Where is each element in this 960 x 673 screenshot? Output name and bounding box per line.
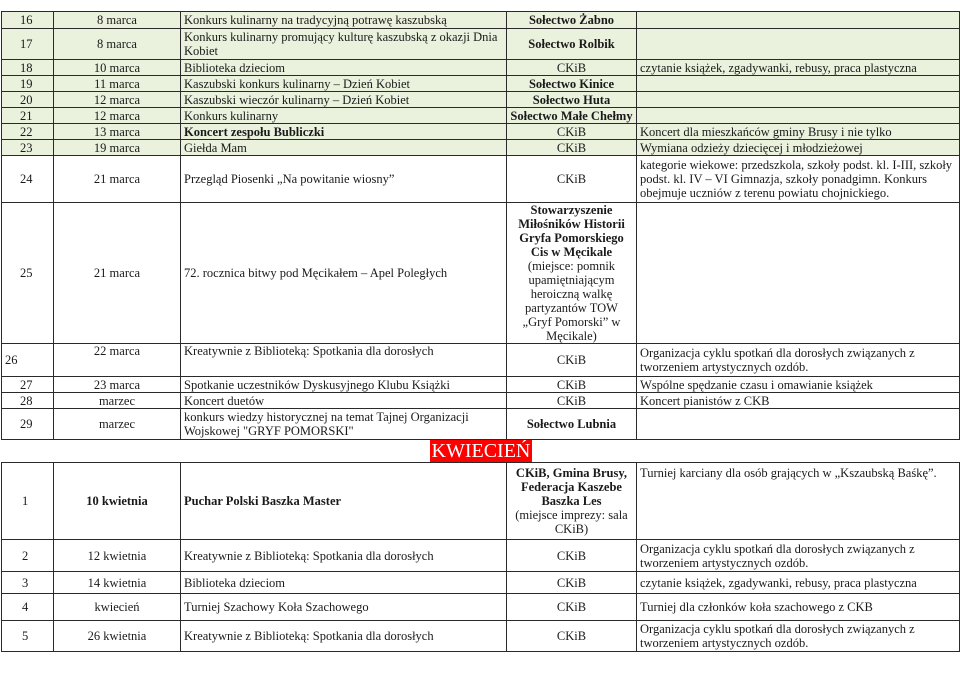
event-date: 12 kwietnia bbox=[54, 540, 181, 572]
event-description: Organizacja cyklu spotkań dla dorosłych związanych z tworzeniem artystycznych ozdób. bbox=[637, 621, 960, 652]
row-number: 17 bbox=[2, 29, 54, 60]
event-organizer: CKiB bbox=[507, 572, 637, 594]
event-date: 21 marca bbox=[54, 156, 181, 203]
event-name: Przegląd Piosenki „Na powitanie wiosny” bbox=[181, 156, 507, 203]
row-number: 16 bbox=[2, 12, 54, 29]
event-organizer: Sołectwo Małe Chełmy bbox=[507, 108, 637, 124]
event-date: 26 kwietnia bbox=[54, 621, 181, 652]
row-number: 3 bbox=[2, 572, 54, 594]
table-row bbox=[2, 344, 960, 377]
event-date: 8 marca bbox=[54, 12, 181, 29]
table-row bbox=[2, 572, 960, 594]
event-date: kwiecień bbox=[54, 594, 181, 621]
row-number: 1 bbox=[2, 463, 54, 540]
event-description bbox=[637, 409, 960, 440]
event-organizer: CKiB bbox=[507, 393, 637, 409]
event-description: czytanie książek, zgadywanki, rebusy, praca plastyczna bbox=[637, 60, 960, 76]
event-description: czytanie książek, zgadywanki, rebusy, praca plastyczna bbox=[637, 572, 960, 594]
table-row bbox=[2, 393, 960, 409]
venue-note: (miejsce imprezy: sala CKiB) bbox=[515, 508, 628, 536]
event-description: Organizacja cyklu spotkań dla dorosłych związanych z tworzeniem artystycznych ozdób. bbox=[637, 540, 960, 572]
event-description bbox=[637, 29, 960, 60]
month-header-row bbox=[2, 440, 960, 463]
event-description: Koncert pianistów z CKB bbox=[637, 393, 960, 409]
venue-note: (miejsce: pomnik upamiętniającym heroiczną walkę partyzantów TOW „Gryf Pomorski” w Męcikale) bbox=[522, 259, 621, 343]
event-organizer: CKiB bbox=[507, 594, 637, 621]
row-number: 19 bbox=[2, 76, 54, 92]
event-name: Kaszubski wieczór kulinarny – Dzień Kobiet bbox=[181, 92, 507, 108]
table-row bbox=[2, 409, 960, 440]
row-number: 22 bbox=[2, 124, 54, 140]
event-date: 21 marca bbox=[54, 203, 181, 344]
event-organizer: CKiB bbox=[507, 60, 637, 76]
event-organizer: Sołectwo Lubnia bbox=[507, 409, 637, 440]
event-description: Koncert dla mieszkańców gminy Brusy i nie tylko bbox=[637, 124, 960, 140]
event-name: Biblioteka dzieciom bbox=[181, 572, 507, 594]
event-organizer: CKiB bbox=[507, 621, 637, 652]
table-row bbox=[2, 108, 960, 124]
event-date: 19 marca bbox=[54, 140, 181, 156]
event-name: Koncert zespołu Bubliczki bbox=[181, 124, 507, 140]
row-number: 25 bbox=[2, 203, 54, 344]
table-row bbox=[2, 463, 960, 540]
event-description: Wymiana odzieży dziecięcej i młodzieżowej bbox=[637, 140, 960, 156]
row-number: 27 bbox=[2, 377, 54, 393]
table-row bbox=[2, 621, 960, 652]
event-organizer: CKiB bbox=[507, 377, 637, 393]
event-name: Spotkanie uczestników Dyskusyjnego Klubu Książki bbox=[181, 377, 507, 393]
event-date: 12 marca bbox=[54, 108, 181, 124]
event-date: 23 marca bbox=[54, 377, 181, 393]
event-organizer: Sołectwo Rolbik bbox=[507, 29, 637, 60]
table-row bbox=[2, 377, 960, 393]
table-row bbox=[2, 60, 960, 76]
event-name: Turniej Szachowy Koła Szachowego bbox=[181, 594, 507, 621]
row-number: 23 bbox=[2, 140, 54, 156]
row-number: 29 bbox=[2, 409, 54, 440]
event-name: Puchar Polski Baszka Master bbox=[181, 463, 507, 540]
event-organizer: Sołectwo Kinice bbox=[507, 76, 637, 92]
table-row bbox=[2, 29, 960, 60]
event-name: Kaszubski konkurs kulinarny – Dzień Kobiet bbox=[181, 76, 507, 92]
event-name: Biblioteka dzieciom bbox=[181, 60, 507, 76]
event-organizer: CKiB bbox=[507, 140, 637, 156]
event-name: Konkurs kulinarny bbox=[181, 108, 507, 124]
table-row bbox=[2, 92, 960, 108]
event-date: 22 marca bbox=[54, 344, 181, 377]
organizer-name: CKiB, Gmina Brusy, Federacja Kaszebe Baszka Les bbox=[515, 466, 628, 508]
event-description bbox=[637, 203, 960, 344]
event-description: Turniej dla członków koła szachowego z CKB bbox=[637, 594, 960, 621]
event-name: Giełda Mam bbox=[181, 140, 507, 156]
event-organizer: CKiB bbox=[507, 540, 637, 572]
event-date: marzec bbox=[54, 409, 181, 440]
event-name: Kreatywnie z Biblioteką: Spotkania dla dorosłych bbox=[181, 540, 507, 572]
event-description: kategorie wiekowe: przedszkola, szkoły podst. kl. I-III, szkoły podst. kl. IV – VI Gimnazja, szkoły ponadgimn. Konkurs obejmuje uczniów z terenu powiatu chojnickiego. bbox=[637, 156, 960, 203]
table-row bbox=[2, 76, 960, 92]
event-description bbox=[637, 12, 960, 29]
organizer-name: Stowarzyszenie Miłośników Historii Gryfa Pomorskiego Cis w Męcikale bbox=[518, 203, 625, 259]
row-number: 24 bbox=[2, 156, 54, 203]
events-table bbox=[1, 11, 960, 652]
event-name: Konkurs kulinarny promujący kulturę kaszubską z okazji Dnia Kobiet bbox=[181, 29, 507, 60]
table-row bbox=[2, 140, 960, 156]
event-date: 12 marca bbox=[54, 92, 181, 108]
event-organizer bbox=[507, 463, 637, 540]
event-organizer: CKiB bbox=[507, 344, 637, 377]
event-date: 10 kwietnia bbox=[54, 463, 181, 540]
event-organizer: CKiB bbox=[507, 124, 637, 140]
event-description: Wspólne spędzanie czasu i omawianie książek bbox=[637, 377, 960, 393]
row-number: 4 bbox=[2, 594, 54, 621]
table-row bbox=[2, 124, 960, 140]
event-description bbox=[637, 76, 960, 92]
event-date: 13 marca bbox=[54, 124, 181, 140]
event-organizer: Sołectwo Huta bbox=[507, 92, 637, 108]
event-name: Koncert duetów bbox=[181, 393, 507, 409]
row-number: 21 bbox=[2, 108, 54, 124]
event-organizer bbox=[507, 203, 637, 344]
event-name: Konkurs kulinarny na tradycyjną potrawę kaszubską bbox=[181, 12, 507, 29]
event-date: 10 marca bbox=[54, 60, 181, 76]
event-date: 11 marca bbox=[54, 76, 181, 92]
event-name: Kreatywnie z Biblioteką: Spotkania dla dorosłych bbox=[181, 621, 507, 652]
table-row bbox=[2, 540, 960, 572]
row-number: 5 bbox=[2, 621, 54, 652]
event-date: 14 kwietnia bbox=[54, 572, 181, 594]
event-description: Turniej karciany dla osób grających w „Kszaubską Baśkę”. bbox=[637, 463, 960, 540]
event-name: 72. rocznica bitwy pod Męcikałem – Apel Poległych bbox=[181, 203, 507, 344]
event-description bbox=[637, 108, 960, 124]
event-description: Organizacja cyklu spotkań dla dorosłych związanych z tworzeniem artystycznych ozdób. bbox=[637, 344, 960, 377]
table-row bbox=[2, 156, 960, 203]
table-row bbox=[2, 12, 960, 29]
table-row bbox=[2, 594, 960, 621]
event-description bbox=[637, 92, 960, 108]
row-number: 18 bbox=[2, 60, 54, 76]
event-organizer: CKiB bbox=[507, 156, 637, 203]
row-number: 20 bbox=[2, 92, 54, 108]
row-number: 26 bbox=[2, 344, 54, 377]
event-name: konkurs wiedzy historycznej na temat Tajnej Organizacji Wojskowej "GRYF POMORSKI" bbox=[181, 409, 507, 440]
event-date: marzec bbox=[54, 393, 181, 409]
month-title: KWIECIEŃ bbox=[431, 440, 531, 462]
event-organizer: Sołectwo Żabno bbox=[507, 12, 637, 29]
row-number: 28 bbox=[2, 393, 54, 409]
event-name: Kreatywnie z Biblioteką: Spotkania dla dorosłych bbox=[181, 344, 507, 377]
event-date: 8 marca bbox=[54, 29, 181, 60]
row-number: 2 bbox=[2, 540, 54, 572]
table-row bbox=[2, 203, 960, 344]
